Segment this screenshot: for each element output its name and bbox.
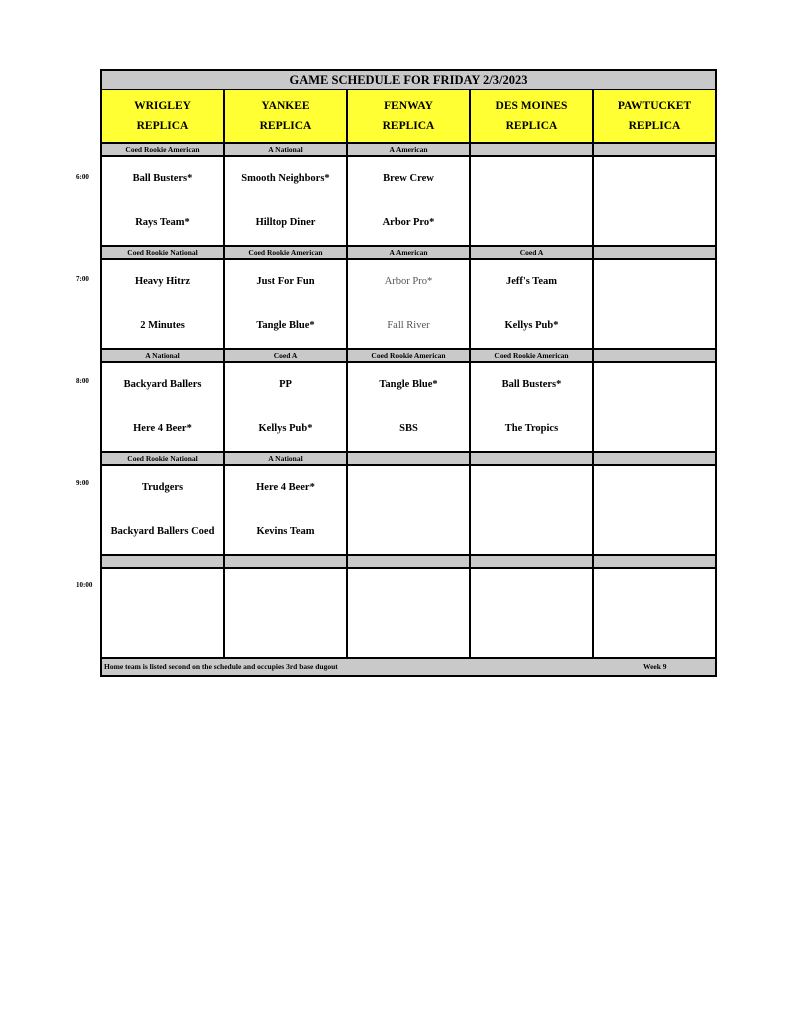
division-row <box>102 350 715 363</box>
field-header-row <box>102 90 715 144</box>
division-label <box>471 144 594 155</box>
time-label: 6:00 <box>76 173 89 181</box>
division-label <box>348 556 471 567</box>
footer-note: Home team is listed second on the schedule and occupies 3rd base dugout <box>104 662 338 671</box>
division-label: Coed A <box>471 247 594 258</box>
week-label: Week 9 <box>643 662 667 671</box>
division-label: Coed Rookie American <box>348 350 471 361</box>
field-name: DES MOINES <box>495 100 568 112</box>
away-team: Jeff's Team <box>505 276 558 287</box>
home-team: The Tropics <box>504 423 559 434</box>
home-team: 2 Minutes <box>140 320 185 331</box>
schedule-sheet <box>100 69 717 677</box>
division-row <box>102 247 715 260</box>
division-label <box>471 556 594 567</box>
field-name: WRIGLEY <box>134 100 191 112</box>
game-cell <box>348 466 471 554</box>
game-cell <box>594 157 715 245</box>
division-label: Coed A <box>225 350 348 361</box>
division-label <box>594 144 715 155</box>
time-label: 10:00 <box>76 581 93 589</box>
game-cell <box>471 569 594 657</box>
division-label <box>348 453 471 464</box>
schedule-title: GAME SCHEDULE FOR FRIDAY 2/3/2023 <box>102 71 715 90</box>
field-name: YANKEE <box>261 100 310 112</box>
away-team: Ball Busters* <box>501 379 562 390</box>
game-row <box>102 466 715 556</box>
division-row <box>102 556 715 569</box>
home-team: SBS <box>399 423 418 434</box>
field-sub: REPLICA <box>259 120 312 132</box>
game-cell <box>471 363 594 451</box>
field-sub: REPLICA <box>382 120 435 132</box>
away-team: Brew Crew <box>383 173 434 184</box>
division-label: A National <box>225 453 348 464</box>
field-header <box>348 90 471 142</box>
game-cell <box>471 260 594 348</box>
home-team: Fall River <box>387 320 430 331</box>
division-label <box>471 453 594 464</box>
game-cell <box>102 260 225 348</box>
game-cell <box>102 569 225 657</box>
away-team: Ball Busters* <box>132 173 193 184</box>
division-label <box>594 453 715 464</box>
game-cell <box>471 466 594 554</box>
division-label: Coed Rookie American <box>102 144 225 155</box>
game-cell <box>471 157 594 245</box>
field-header <box>471 90 594 142</box>
game-row <box>102 157 715 247</box>
game-cell <box>594 569 715 657</box>
division-label: A National <box>225 144 348 155</box>
footer-bar <box>102 659 715 675</box>
division-label <box>102 556 225 567</box>
away-team: Heavy Hitrz <box>134 276 191 287</box>
division-label: Coed Rookie American <box>471 350 594 361</box>
field-sub: REPLICA <box>505 120 558 132</box>
away-team: Arbor Pro* <box>384 276 433 287</box>
division-label: A National <box>102 350 225 361</box>
game-row <box>102 260 715 350</box>
game-cell <box>225 363 348 451</box>
field-sub: REPLICA <box>628 120 681 132</box>
division-label <box>594 350 715 361</box>
game-cell <box>102 157 225 245</box>
home-team: Hilltop Diner <box>255 217 316 228</box>
away-team: Just For Fun <box>256 276 315 287</box>
division-row <box>102 144 715 157</box>
home-team: Kellys Pub* <box>258 423 313 434</box>
time-label: 8:00 <box>76 377 89 385</box>
division-label: Coed Rookie National <box>102 453 225 464</box>
away-team: Backyard Ballers <box>123 379 202 390</box>
away-team: PP <box>279 379 292 390</box>
field-header <box>594 90 715 142</box>
home-team: Kellys Pub* <box>504 320 559 331</box>
division-label: Coed Rookie National <box>102 247 225 258</box>
division-label: Coed Rookie American <box>225 247 348 258</box>
game-row <box>102 569 715 659</box>
game-cell <box>594 260 715 348</box>
game-cell <box>348 260 471 348</box>
game-cell <box>225 157 348 245</box>
away-team: Tangle Blue* <box>379 379 438 390</box>
home-team: Kevins Team <box>256 526 315 537</box>
home-team: Arbor Pro* <box>382 217 435 228</box>
time-label: 7:00 <box>76 275 89 283</box>
division-label <box>594 247 715 258</box>
field-sub: REPLICA <box>136 120 189 132</box>
game-cell <box>225 260 348 348</box>
away-team: Trudgers <box>141 482 184 493</box>
game-cell <box>594 466 715 554</box>
game-cell <box>102 466 225 554</box>
game-cell <box>594 363 715 451</box>
away-team: Smooth Neighbors* <box>241 173 330 184</box>
field-header <box>225 90 348 142</box>
division-label: A American <box>348 144 471 155</box>
game-row <box>102 363 715 453</box>
field-name: PAWTUCKET <box>617 100 692 112</box>
game-cell <box>225 466 348 554</box>
division-label <box>225 556 348 567</box>
home-team: Rays Team* <box>135 217 190 228</box>
away-team: Here 4 Beer* <box>256 482 315 493</box>
home-team: Tangle Blue* <box>256 320 315 331</box>
field-header <box>102 90 225 142</box>
division-row <box>102 453 715 466</box>
game-cell <box>348 157 471 245</box>
time-label: 9:00 <box>76 479 89 487</box>
division-label <box>594 556 715 567</box>
game-cell <box>348 363 471 451</box>
game-cell <box>225 569 348 657</box>
home-team: Here 4 Beer* <box>133 423 192 434</box>
home-team: Backyard Ballers Coed <box>110 526 215 537</box>
field-name: FENWAY <box>384 100 433 112</box>
game-cell <box>348 569 471 657</box>
time-slots <box>102 144 715 659</box>
division-label: A American <box>348 247 471 258</box>
game-cell <box>102 363 225 451</box>
